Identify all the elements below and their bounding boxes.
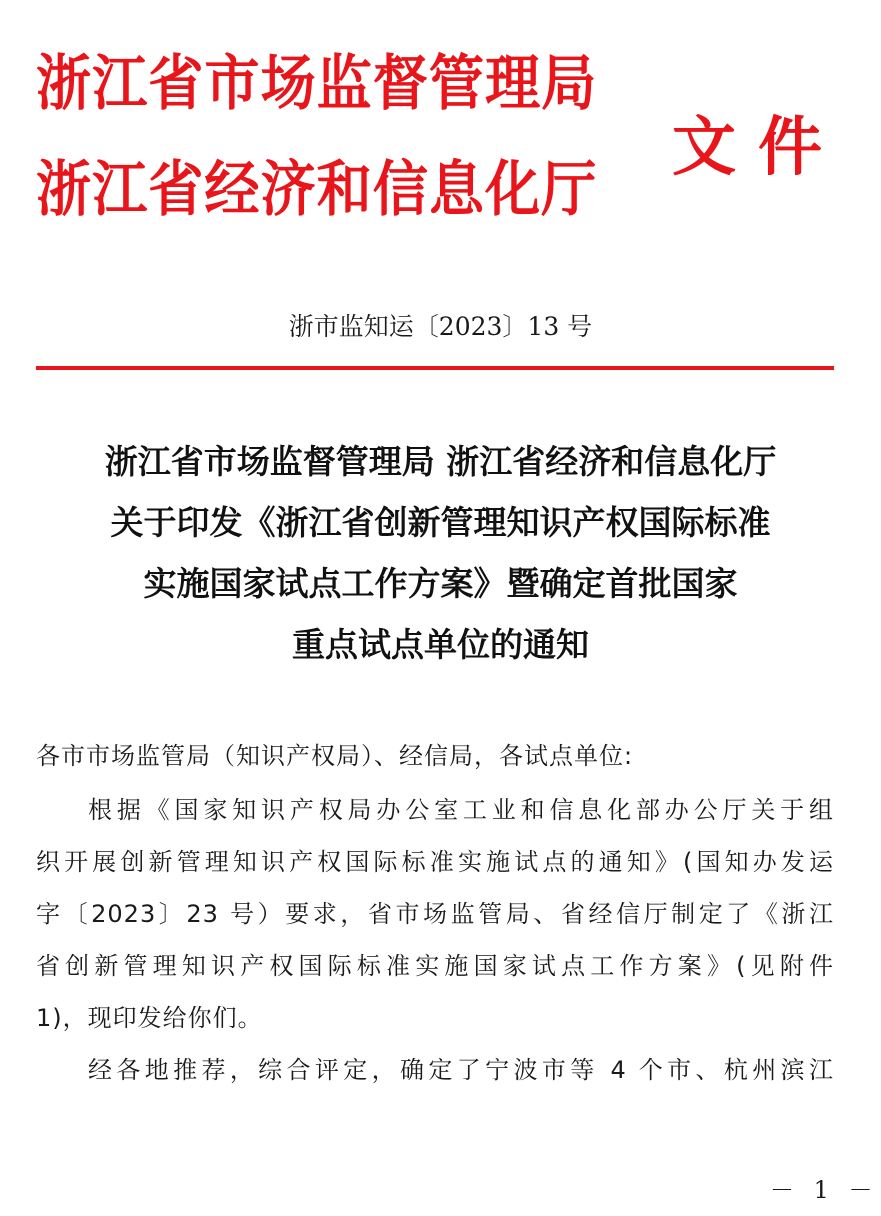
issuer-name-1: 浙江省市场监督管理局	[36, 49, 598, 119]
title-line: 关于印发《浙江省创新管理知识产权国际标准	[110, 503, 771, 542]
page-number: － 1 －	[770, 1176, 879, 1204]
paragraph-2-line: 经各地推荐，综合评定，确定了宁波市等 4 个市、杭州滨江	[88, 1056, 834, 1084]
document-word: 文件	[672, 111, 844, 185]
paragraph-1-line: 字〔2023〕23 号）要求，省市场监管局、省经信厅制定了《浙江	[36, 900, 834, 928]
red-separator-line	[36, 366, 834, 370]
paragraph-1-line: 省创新管理知识产权国际标准实施国家试点工作方案》(见附件	[36, 952, 834, 980]
paragraph-1-line: 织开展创新管理知识产权国际标准实施试点的通知》(国知办发运	[36, 848, 834, 876]
document-number: 浙市监知运〔2023〕13 号	[288, 312, 593, 341]
paragraph-1-line: 1)，现印发给你们。	[36, 1004, 263, 1032]
title-line: 重点试点单位的通知	[292, 625, 589, 664]
paragraph-1-line: 根据《国家知识产权局办公室工业和信息化部办公厅关于组	[88, 796, 834, 824]
title-line: 实施国家试点工作方案》暨确定首批国家	[143, 564, 738, 603]
issuer-name-2: 浙江省经济和信息化厅	[36, 155, 598, 225]
salutation: 各市市场监管局（知识产权局）、经信局，各试点单位:	[36, 742, 634, 770]
title-line: 浙江省市场监督管理局 浙江省经济和信息化厅	[104, 442, 777, 481]
